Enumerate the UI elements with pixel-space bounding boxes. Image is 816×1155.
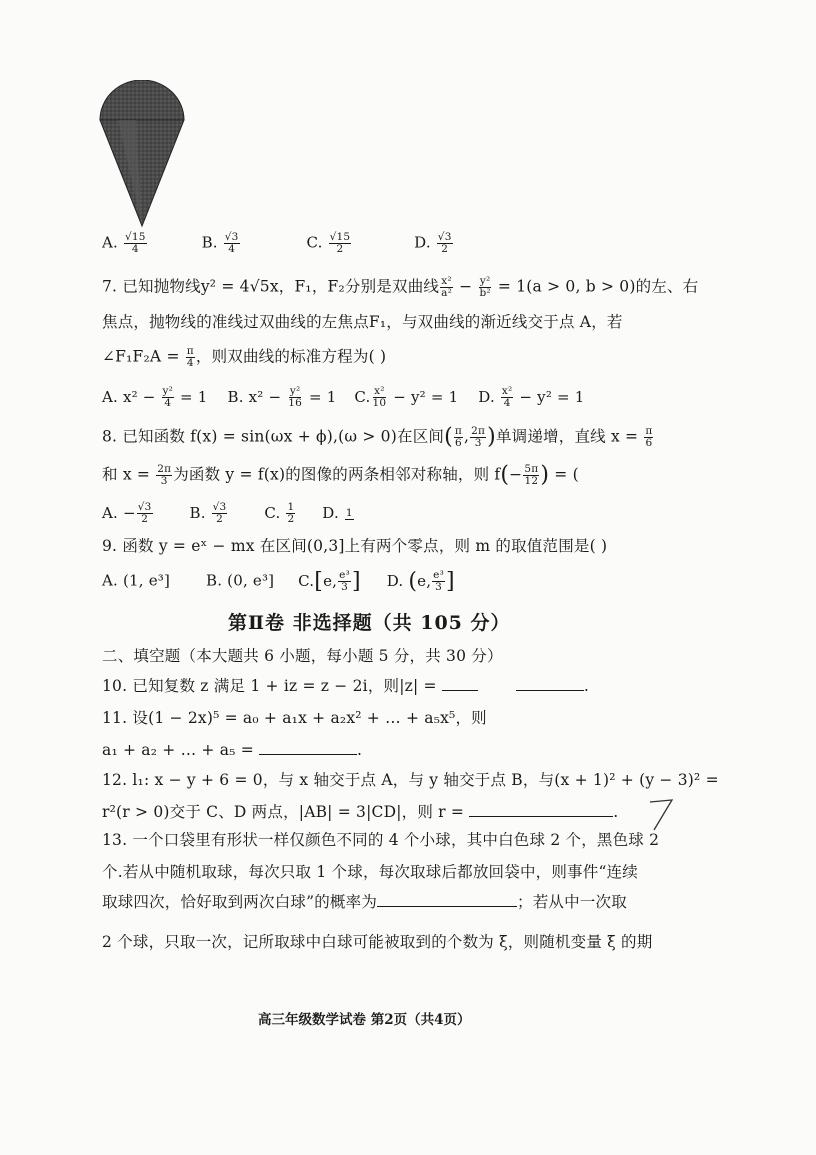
- q9-option-d: D. (e, $\frac{\text{e³}}{3}$ ]: [386, 568, 455, 594]
- q9-option-a: A. (1, e³]: [102, 571, 171, 590]
- q12-line-2: r²(r > 0)交于 C、D 两点，|AB| = 3|CD|，则 r = .: [102, 803, 619, 821]
- q13-line-4: 2 个球，只取一次，记所取球中白球可能被取到的个数为 ξ，则随机变量 ξ 的期: [102, 933, 653, 951]
- q9-line-1: 9. 函数 y = eˣ − mx 在区间(0,3]上有两个零点，则 m 的取值范围是( ): [102, 537, 608, 555]
- q6-option-b-label: B.: [201, 233, 218, 252]
- q10: 10. 已知复数 z 满足 1 + iz = z − 2i，则|z| = .: [102, 677, 590, 695]
- q11-line-1: 11. 设(1 − 2x)⁵ = a₀ + a₁x + a₂x² + … + a₅x⁵，则: [102, 709, 487, 727]
- q8-option-c: C. $\frac{1}{2}$: [264, 501, 295, 525]
- q6-option-c-value: $\frac{√15}{2}$: [329, 231, 351, 255]
- q6-option-a-label: A.: [102, 233, 119, 252]
- q8-interval-start: $\frac{\pi}{6}$: [454, 425, 463, 449]
- q9-option-b: B. (0, e³]: [205, 571, 275, 590]
- q7-line-1: 7. 已知抛物线y² = 4√5x，F₁，F₂分别是双曲线 $\frac{\text{x²}}{\text{a²}}$ − $\frac{\text{y²}}{\text{b²}}$ = 1(a > 0, b > 0)的左、右: [102, 275, 699, 299]
- q7-option-c: C. $\frac{\text{x²}}{10}$ − y² = 1: [354, 385, 459, 409]
- q13-line-3: 取球四次，恰好取到两次白球”的概率为 ；若从中一次取: [102, 893, 627, 911]
- q7-hyp-x-frac: $\frac{\text{x²}}{\text{a²}}$: [441, 275, 452, 299]
- q9-option-c: C.[e, $\frac{\text{e³}}{3}$ ]: [298, 568, 361, 594]
- q7-options: [102, 386, 584, 409]
- q8-interval-end: $\frac{2\pi}{3}$: [471, 425, 486, 449]
- q6-option-b-value: $\frac{√3}{4}$: [224, 231, 239, 255]
- q8-line-1: 8. 已知函数 f(x) = sin(ωx + ϕ),(ω > 0)在区间( $\frac{\pi}{6}$ , $\frac{2\pi}{3}$ )单调递增，直线 x = $\frac{\pi}{6}$: [102, 424, 653, 450]
- q8-option-b: B. $\frac{√3}{2}$: [189, 501, 227, 525]
- q13-line-2: 个.若从中随机取球，每次只取 1 个球，每次取球后都放回袋中，则事件“连续: [102, 863, 638, 881]
- pen-mark: [648, 796, 678, 834]
- q6-option-a-value: $\frac{√15}{4}$: [124, 231, 146, 255]
- q6-option-d-value: $\frac{√3}{2}$: [437, 231, 452, 255]
- q7-line-2: 焦点，抛物线的准线过双曲线的左焦点F₁，与双曲线的渐近线交于点 A，若: [102, 313, 623, 331]
- hemisphere-shape: [100, 80, 184, 120]
- q9-options: [102, 570, 455, 593]
- q6-option-c-label: C.: [306, 233, 323, 252]
- q8-axis-2: $\frac{2\pi}{3}$: [157, 463, 172, 487]
- q12-answer-blank[interactable]: [469, 802, 613, 817]
- q7-hyp-y-frac: $\frac{\text{y²}}{\text{b²}}$: [479, 275, 491, 299]
- q8-line-2: 和 x = $\frac{2\pi}{3}$ 为函数 y = f(x)的图像的两条相邻对称轴，则 f(− $\frac{5\pi}{12}$ ) = (: [102, 462, 579, 488]
- q7-option-a: A. x² − $\frac{\text{y²}}{4}$ = 1: [102, 385, 208, 409]
- q13-answer-blank[interactable]: [377, 892, 517, 907]
- q8-option-a: A. − $\frac{√3}{2}$: [102, 501, 152, 525]
- part-2-heading: 二、填空题（本大题共 6 小题，每小题 5 分，共 30 分）: [102, 647, 503, 665]
- q8-options: [102, 502, 355, 525]
- q7-angle-frac: $\frac{\pi}{4}$: [186, 345, 194, 369]
- cone-shape: [100, 120, 184, 226]
- q6-option-d-label: D.: [414, 233, 431, 252]
- page-footer: 高三年级数学试卷 第2页（共4页）: [258, 1012, 471, 1028]
- q8-argument: $\frac{5\pi}{12}$: [524, 463, 539, 487]
- q8-option-d: D. 1: [322, 503, 353, 522]
- cone-hemisphere-figure: [96, 80, 188, 228]
- q7-option-b: B. x² − $\frac{\text{y²}}{16}$ = 1: [227, 385, 337, 409]
- q12-line-1: 12. l₁: x − y + 6 = 0，与 x 轴交于点 A，与 y 轴交于点 B，与(x + 1)² + (y − 3)² =: [102, 771, 719, 789]
- q7-option-d: D. $\frac{\text{x²}}{4}$ − y² = 1: [478, 385, 585, 409]
- q11-answer-blank[interactable]: [259, 740, 357, 755]
- q10-answer-blank[interactable]: [442, 676, 478, 691]
- q6-options: [102, 232, 454, 255]
- q8-axis-1: $\frac{\pi}{6}$: [645, 425, 653, 449]
- section-2-title: 第Ⅱ卷 非选择题（共 105 分）: [228, 612, 511, 634]
- q7-line-3: ∠F₁F₂A = $\frac{\pi}{4}$ ，则双曲线的标准方程为( ): [102, 345, 387, 369]
- q13-line-1: 13. 一个口袋里有形状一样仅颜色不同的 4 个小球，其中白色球 2 个，黑色球 2: [102, 831, 660, 849]
- q10-answer-blank-2[interactable]: [516, 676, 584, 691]
- q11-line-2: a₁ + a₂ + … + a₅ = .: [102, 741, 363, 759]
